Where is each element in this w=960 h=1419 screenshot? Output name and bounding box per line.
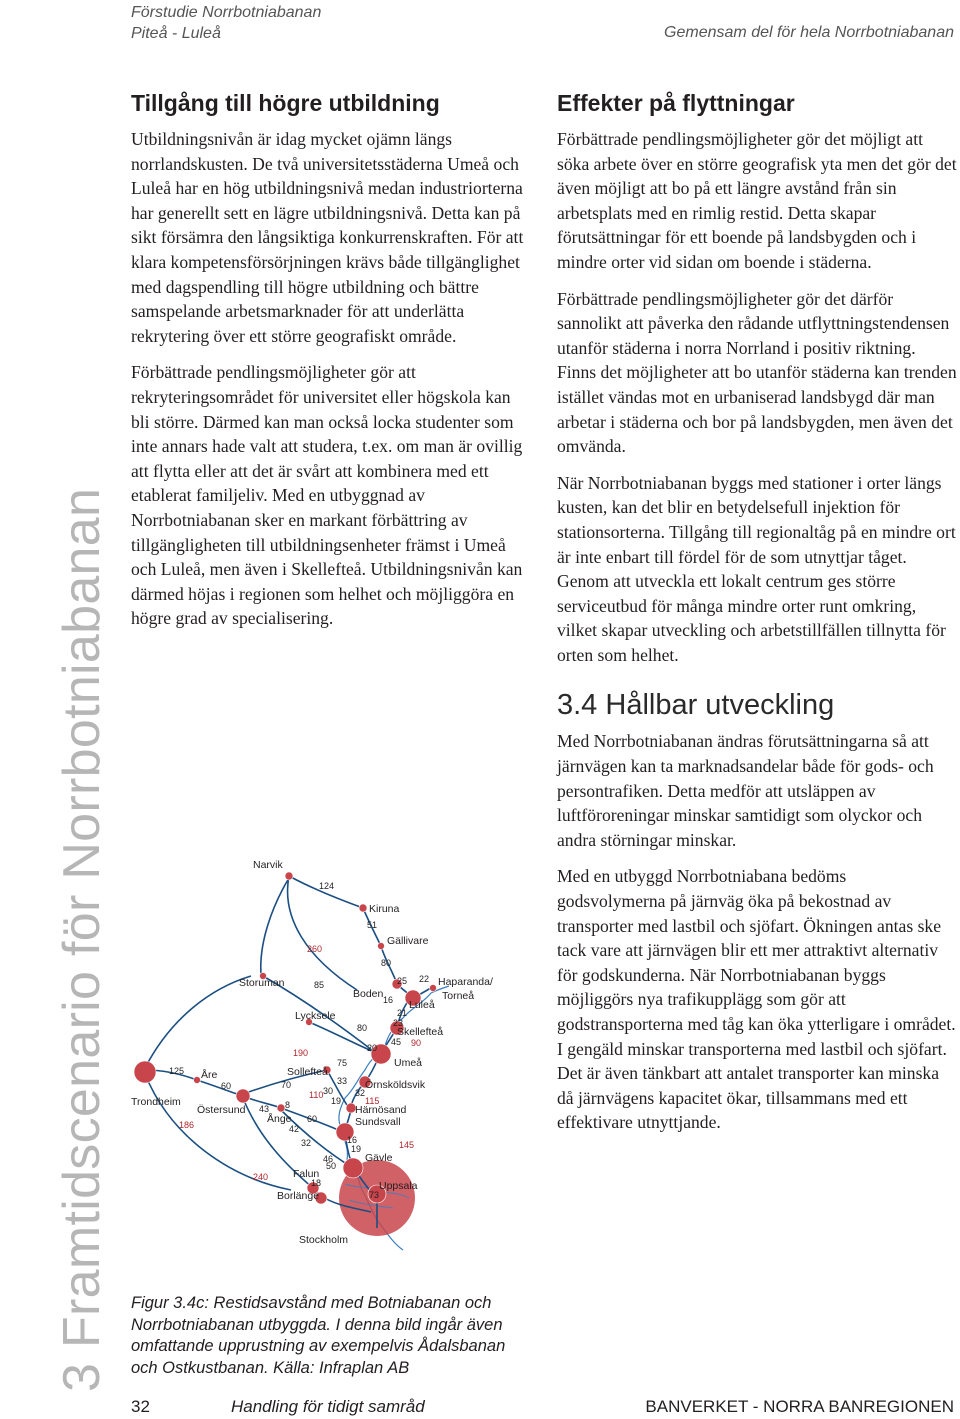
label-sundsvall: Sundsvall xyxy=(355,1116,401,1128)
page-number: 32 xyxy=(131,1397,150,1416)
time-label: 45 xyxy=(391,1037,402,1047)
time-label: 50 xyxy=(326,1161,337,1171)
map-graphic xyxy=(131,848,531,1268)
time-label: 8 xyxy=(285,1100,291,1110)
time-label: 51 xyxy=(367,920,378,930)
time-label: 125 xyxy=(169,1066,185,1076)
paragraph: När Norrbotniabanan byggs med stationer i orter längs kusten, kan det blir en betydelsefull injektion för stationsorterna. Tillgång till regionaltåg på en mindre ort är inte enbart till fördel för de som utnyttjar tåget. Genom att utveckla ett lokalt centrum ges större serviceutbud för många mindre orter runt omkring, vilket skapar utveckling och arbetstillfällen tillnytta för orten som helhet. xyxy=(557,472,956,665)
time-label: 25 xyxy=(397,976,408,986)
time-label: 70 xyxy=(281,1080,292,1090)
time-label: 30 xyxy=(323,1086,334,1096)
paragraph: Förbättrade pendlingsmöjligheter gör att rekryteringsområdet för universitet eller högskola kan bli större. Därmed kan man också locka studenter som inte annars hade valt att studera, t.ex. om man är ovillig att flytta eller att det är svårt att kombinera med ett etablerat familjeliv. Med en utbyggnad av Norrbotniabanan sker en markant förbättring av tillgängligheten till utbildningsenheter främst i Umeå och Luleå, men även i Skellefteå. Utbildningsnivån kan därmed höjas i regionen som helhet och möjliggöra en högre grad av specialisering. xyxy=(131,362,523,629)
time-label: 73 xyxy=(369,1190,380,1200)
time-label: 32 xyxy=(355,1088,366,1098)
route-are-ostersund xyxy=(197,1080,243,1096)
label-borlange: Borlänge xyxy=(277,1190,320,1202)
header-right: Gemensam del för hela Norrbotniabanan xyxy=(664,24,954,41)
time-label: 20 xyxy=(367,1043,378,1053)
time-label: 33 xyxy=(337,1076,348,1086)
city-trondheim xyxy=(134,1061,156,1083)
time-label: 60 xyxy=(307,1114,318,1124)
left-column xyxy=(131,86,527,643)
paragraph: Med Norrbotniabanan ändras förutsättningarna så att järnvägen kan ta marknadsandelar både för gods- och persontrafiken. Detta medför att utsläppen av luftföroreningar minskar samtidigt som olyckor och andra störningar minskar. xyxy=(557,731,934,850)
time-label: 75 xyxy=(337,1058,348,1068)
label-gavle: Gävle xyxy=(365,1152,393,1164)
city-gavle xyxy=(343,1158,363,1178)
header-document-section: Piteå - Luleå xyxy=(131,25,221,42)
time-label-red: 260 xyxy=(307,944,323,954)
route-trondheim-falun xyxy=(145,1074,291,1190)
label-lycksele: Lycksele xyxy=(295,1010,336,1022)
label-stockholm: Stockholm xyxy=(299,1234,349,1246)
section-heading-migration: Effekter på flyttningar xyxy=(557,90,795,116)
paragraph: Förbättrade pendlingsmöjligheter gör det möjligt att söka arbete över en större geografisk yta men det gör det även möjligt att bo på ett längre avstånd från sin arbetsplats med en rimlig restid. Detta skapar förutsättningar för ett boende på landsbygden och i mindre orter vid sidan om boende i städerna. xyxy=(557,129,957,272)
time-label-red: 115 xyxy=(365,1096,380,1106)
time-label: 16 xyxy=(347,1135,358,1145)
time-label: 124 xyxy=(319,881,335,891)
time-label: 22 xyxy=(419,974,430,984)
footer-document-name: Handling för tidigt samråd xyxy=(231,1397,425,1416)
city-kiruna xyxy=(359,904,367,912)
route-narvik-lulea xyxy=(288,876,357,990)
label-uppsala: Uppsala xyxy=(379,1180,418,1192)
route-narvik-storuman xyxy=(261,878,289,974)
chapter-side-title: 3 Framtidscenario för Norrbotniabanan xyxy=(53,487,111,1392)
city-are xyxy=(194,1077,201,1084)
label-solleftea: Sollefteå xyxy=(287,1066,328,1078)
label-haparanda: Haparanda/ xyxy=(438,976,493,988)
time-label: 19 xyxy=(351,1144,362,1154)
label-skelleftea: Skellefteå xyxy=(397,1026,444,1038)
time-label: 60 xyxy=(221,1081,232,1091)
label-narvik: Narvik xyxy=(253,859,283,871)
time-label-red: 110 xyxy=(309,1090,324,1100)
time-label: 16 xyxy=(383,995,394,1005)
time-label: 80 xyxy=(381,958,392,968)
time-label: 23 xyxy=(393,1018,404,1028)
time-label: 32 xyxy=(301,1138,312,1148)
city-ostersund xyxy=(236,1089,250,1103)
paragraph: Förbättrade pendlingsmöjligheter gör det därför sannolikt att påverka den rådande utflyttningstendensen utanför städerna i norra Norrland i positiv riktning. Finns det möjligheter att bo utanför städerna kan trenden istället vändas mot en urbaniserad landsbygd där man arbetar i städerna och bor på landsbygden, men även det omvända. xyxy=(557,288,957,457)
time-label: 80 xyxy=(357,1023,368,1033)
right-column xyxy=(557,86,957,1147)
time-label: 42 xyxy=(289,1124,300,1134)
time-label: 85 xyxy=(314,980,325,990)
city-gallivare xyxy=(378,943,385,950)
time-label: 21 xyxy=(397,1008,408,1018)
time-label: 46 xyxy=(323,1154,334,1164)
travel-time-map xyxy=(131,848,531,1268)
label-trondheim: Trondheim xyxy=(131,1096,181,1108)
time-label: 18 xyxy=(311,1178,322,1188)
label-storuman: Storuman xyxy=(239,977,285,989)
label-harnosand: Härnösand xyxy=(355,1104,407,1116)
time-label-red: 186 xyxy=(179,1120,195,1130)
label-kiruna: Kiruna xyxy=(369,903,400,915)
city-haparanda xyxy=(430,985,437,992)
paragraph: Med en utbyggd Norrbotniabana bedöms godsvolymerna på järnväg öka på bekostnad av transporter med lastbil och sjöfart. Ökningen antas ske tack vare att järnvägen blir ett mer attraktivt alternativ för godskunderna. När Norrbotniabanan byggs möjliggörs nya trafikupplägg som gör att godstransporterna med tåg kan öka ytterligare i området. I gengäld minskar transporterna med lastbil och sjöfart. Det är även tänkbart att antalet transporter kan minska då järnvägens kapacitet ökar, tillsammans med ett effektivare utnyttjande. xyxy=(557,866,956,1133)
route-trondheim-storuman xyxy=(145,976,251,1068)
label-tornea: Torneå xyxy=(442,990,475,1002)
time-label-red: 190 xyxy=(293,1048,309,1058)
figure-caption: Figur 3.4c: Restidsavstånd med Botniabanan och Norrbotniabanan utbyggda. I denna bild ingår även omfattande upprustning av exempelvis Ådalsbanan och Ostkustbanan. Källa: Infraplan AB xyxy=(131,1294,506,1377)
city-narvik xyxy=(285,872,293,880)
time-label-red: 240 xyxy=(253,1172,269,1182)
header-left xyxy=(131,2,321,44)
label-umea: Umeå xyxy=(394,1057,423,1069)
label-ornskoldsvik: Örnsköldsvik xyxy=(365,1079,426,1091)
label-boden: Boden xyxy=(353,988,384,1000)
label-are: Åre xyxy=(201,1069,218,1081)
footer-organization: BANVERKET - NORRA BANREGIONEN xyxy=(645,1397,954,1416)
label-lulea: Luleå xyxy=(409,999,435,1011)
header-document-title: Förstudie Norrbotniabanan xyxy=(131,4,322,21)
label-falun: Falun xyxy=(293,1168,320,1180)
label-gallivare: Gällivare xyxy=(387,935,429,947)
time-label-red: 145 xyxy=(399,1140,415,1150)
label-ange: Ånge xyxy=(267,1113,292,1125)
time-label-red: 90 xyxy=(411,1038,422,1048)
section-heading-sustainability: 3.4 Hållbar utveckling xyxy=(557,689,835,722)
time-label: 19 xyxy=(331,1096,342,1106)
section-heading-education: Tillgång till högre utbildning xyxy=(131,90,440,116)
paragraph: Utbildningsnivån är idag mycket ojämn längs norrlandskusten. De två universitetsstäderna Umeå och Luleå har en hög utbildningsnivå medan industriorterna har generellt sett en lägre utbildningsnivå. Detta kan på sikt försämra den långsiktiga konkurrenskraften. För att klara kompetensförsörjningen krävs både tillgänglighet med dagspendling till högre utbildning och bättre samspelande arbetsmarknader för att underlätta rekrytering över ett större geografiskt område. xyxy=(131,129,524,346)
label-ostersund: Östersund xyxy=(197,1104,246,1116)
time-label: 43 xyxy=(259,1104,270,1114)
city-ange xyxy=(277,1104,285,1112)
